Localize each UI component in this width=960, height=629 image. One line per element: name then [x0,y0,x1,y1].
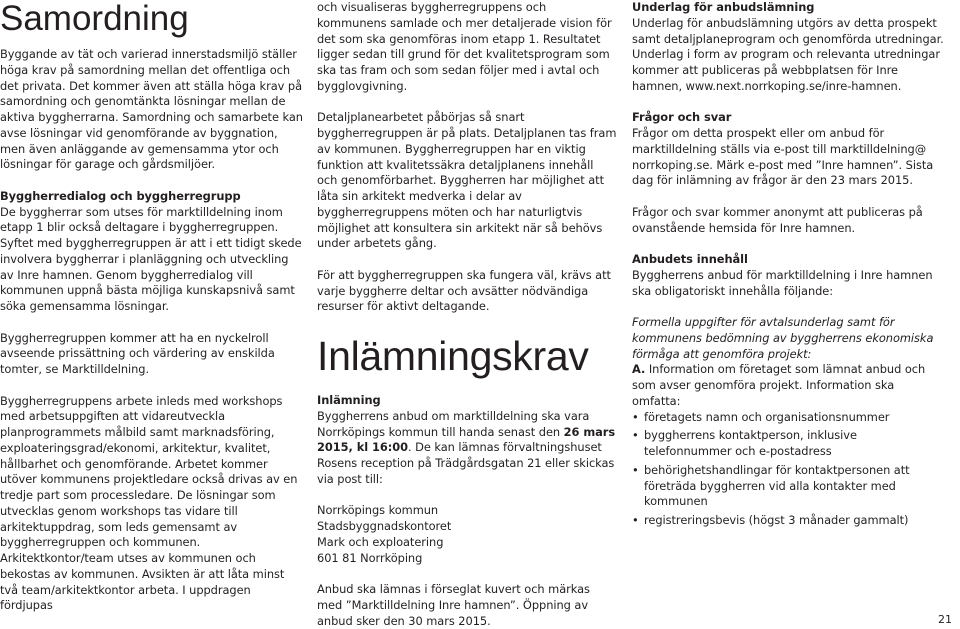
text-span: . De kan lämnas förvaltningshuset Rosens reception på Trädgårdsgatan 21 eller skickas via post till: [317,440,615,486]
paragraph: För att byggherregruppen ska fungera väl, krävs att varje byggherre deltar och avsätter nödvändiga resurser för aktivt deltagande. [317,267,611,314]
subheading-underlag: Underlag för anbudslämning [632,0,815,14]
paragraph-italic: Formella uppgifter för avtalsunderlag samt för kommunens bedömning av byggherrens ekonomiska förmåga att genomföra projekt: [632,315,934,361]
address-line: Stadsbyggnadskontoret [317,519,452,533]
list-item-text: företagets namn och organisationsnummer [644,409,890,424]
paragraph: De byggherrar som utses för marktilldelning inom etapp 1 blir också deltagare i byggherregruppen. Syftet med byggherregruppen är att i ett tidigt skede involvera byggherrar i planläggning och utveckling av Inre hamnen. Genom byggherredialog vill kommunen uppnå bästa möjliga kunskapsnivå samt söka gemensamma lösningar. [0,204,302,313]
address-line: Norrköpings kommun [317,503,439,518]
paragraph: Byggherregruppens arbete inleds med workshops med arbetsuppgiften att vidareutveckla planprogrammets målbild samt marknadsföring, exploateringsgrad/ekonomi, arkitektur, kvalitet, hållbarhet och genomförande. Arbetet kommer utöver kommunens projektledare också drivas av en tredje part som processledare. De lösningar som utvecklas genom workshops tas vidare till arkitektuppdrag, som leds gemensamt av byggherregruppen och kommunen. Arkitektkontor/team utses av kommunen och bekostas av kommunen. Avsikten är att låta minst två team/arkitektkontor arbeta. I uppdragen fördjupas [0,393,298,613]
subheading-fragor: Frågor och svar [632,110,732,125]
bullet: • [632,462,639,477]
text-span: Byggherrens anbud om marktilldelning ska vara Norrköpings kommun till handa senast den [317,408,590,439]
paragraph: Underlag för anbudslämning utgörs av detta prospekt samt detaljplaneprogram och genomförda utredningar. Underlag i form av program och relevanta utredningar kommer att publiceras på webbplatsen för Inre hamnen, www.next.norrkoping.se/inre-hamnen. [632,15,944,93]
list-item-text: registreringsbevis (högst 3 månader gammalt) [644,513,909,527]
requirements-list [632,410,944,529]
bullet: • [632,409,639,424]
address-line: 601 81 Norrköping [317,550,423,565]
paragraph: Byggherregruppen kommer att ha en nyckelroll avseende prissättning och värdering av enskilda tomter, se Marktilldelning. [0,330,275,376]
paragraph-deadline [317,409,617,488]
column-middle [317,0,617,629]
column-right [632,0,944,529]
section-title-samordning: Samordning [0,0,189,38]
paragraph: Byggande av tät och varierad innerstadsmiljö ställer höga krav på samordning mellan det offentliga och det privata. Det kommer även att ställa höga krav på samordning och genomtänkta lösningar mellan de aktiva byggherrarna. Samordning och samarbete kan avse lösningar vid genomförande av byggnation, men även anläggande av gemensamma ytor och lösningar för garage och gårdsmiljöer. [0,47,303,172]
paragraph: Byggherrens anbud för marktilldelning i Inre hamnen ska obligatoriskt innehålla följande: [632,267,933,298]
deadline-date: 26 mars 2015, kl 16:00 [317,424,616,455]
bullet: • [632,513,639,527]
column-left [0,0,305,614]
list-item-text: byggherrens kontaktperson, inklusive telefonnummer och e-postadress [644,428,857,458]
list-item [632,410,944,426]
text-span: Information om företaget som lämnat anbud och som avser genomföra projekt. Information ska omfatta: [632,362,926,408]
paragraph: Frågor om detta prospekt eller om anbud för marktilldelning ställs via e-post till marktilldelning@ norrkoping.se. Märk e-post med ”Inre hamnen”. Sista dag för inlämning av frågor är den 23 mars 2015. [632,126,934,188]
list-item [632,463,944,510]
list-item [632,428,944,460]
subheading-inlamning: Inlämning [317,393,381,407]
item-letter: A. [632,362,646,377]
list-item [632,513,944,529]
page-number: 21 [938,613,952,626]
list-item-text: behörighetshandlingar för kontaktpersonen att företräda byggherren vid alla kontakter med kommunen [644,462,910,509]
paragraph: Detaljplanearbetet påbörjas så snart byggherregruppen är på plats. Detaljplanen tas fram av kommunen. Byggherregruppen har en viktig funktion att kvalitetssäkra detaljplanens innehåll och genomförbarhet. Byggherren har möjlighet att låta sin arkitekt medverka i delar av byggherregruppens möten och har naturligtvis möjlighet att konsultera sin arkitekt när så behövs under arbetets gång. [317,110,617,251]
paragraph: och visualiseras byggherregruppens och kommunens samlade och mer detaljerade vision för det som ska genomföras inom etapp 1. Resultatet ligger sedan till grund för det kvalitetsprogram som ska tas fram och som sedan följer med i avtal och bygglovgivning. [317,0,612,93]
paragraph: Anbud ska lämnas i förseglat kuvert och märkas med ”Marktilldelning Inre hamnen”. Öppning av anbud sker den 30 mars 2015. [317,582,590,628]
paragraph-item-a [632,362,944,409]
subheading-byggherredialog: Byggherredialog och byggherregrupp [0,188,241,203]
paragraph: Frågor och svar kommer anonymt att publiceras på ovanstående hemsida för Inre hamnen. [632,204,923,235]
section-title-inlamningskrav: Inlämningskrav [317,333,589,379]
subheading-anbudets-innehall: Anbudets innehåll [632,252,748,266]
address-line: Mark och exploatering [317,534,444,549]
bullet: • [632,428,639,443]
